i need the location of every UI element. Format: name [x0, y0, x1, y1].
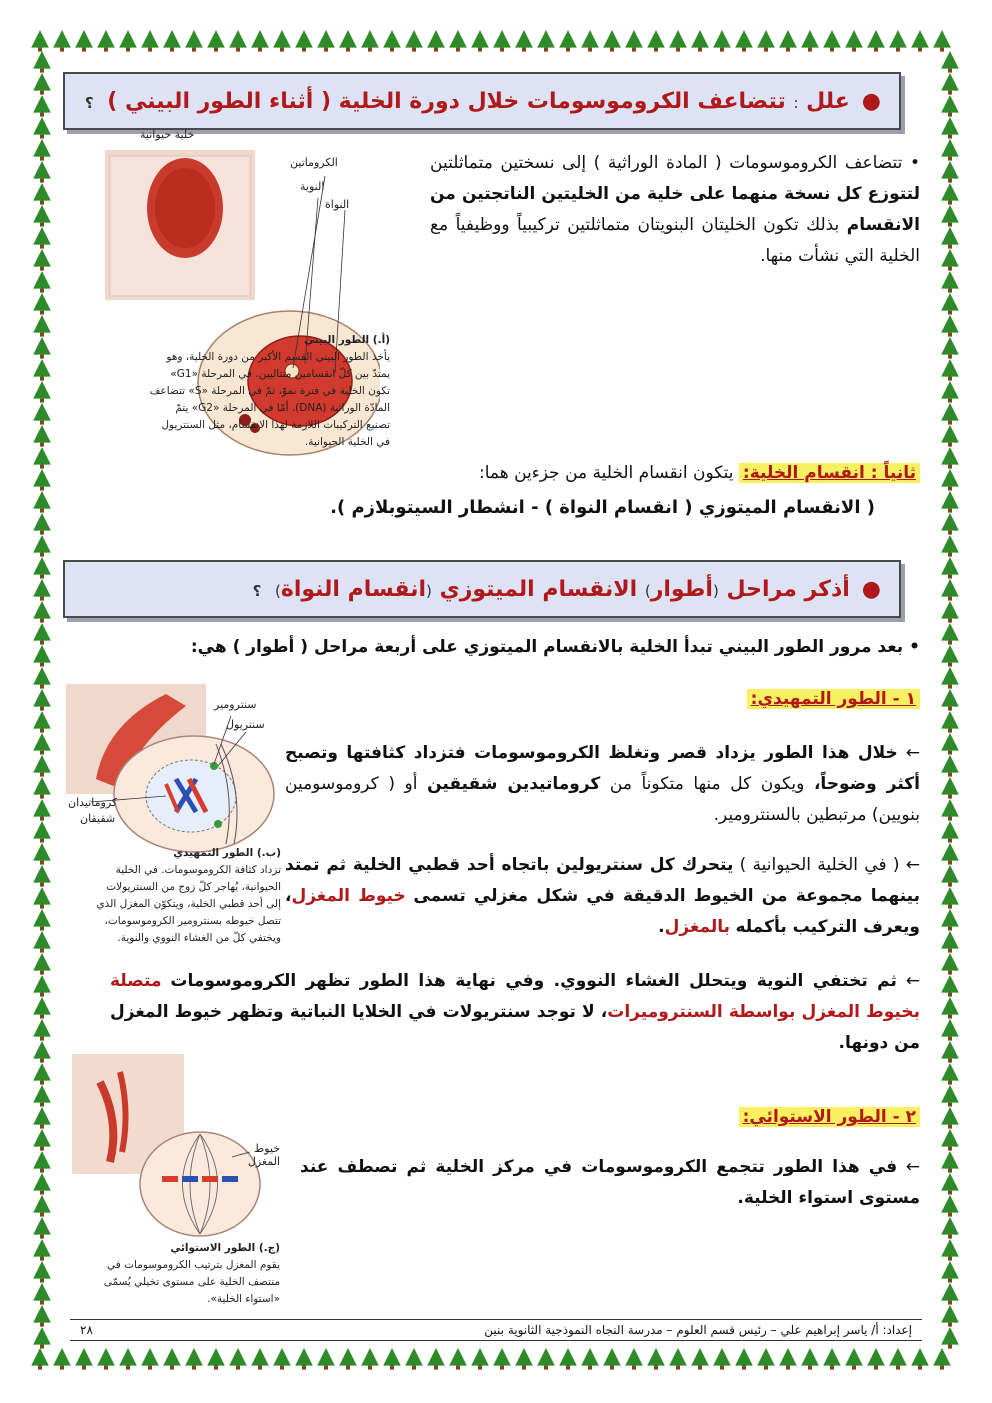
tree-icon [581, 1348, 599, 1370]
tree-icon [515, 30, 533, 52]
tree-icon [295, 1348, 313, 1370]
tree-icon [251, 30, 269, 52]
tree-icon [405, 30, 423, 52]
tree-icon [33, 1063, 51, 1085]
tree-icon [295, 30, 313, 52]
tree-icon [229, 1348, 247, 1370]
tree-icon [941, 1129, 959, 1151]
tree-icon [33, 1305, 51, 1327]
question-1-box [63, 72, 901, 130]
caption-line: يمتدّ بين كلّ انقسامين متتاليين. في المرحلة «G1» [170, 368, 390, 380]
cell-division-parts: ( الانقسام الميتوزي ( انقسام النواة ) - انشطار السيتوبلازم ). [330, 497, 875, 518]
tree-icon [941, 337, 959, 359]
tree-icon [537, 1348, 555, 1370]
tree-icon [941, 117, 959, 139]
metaphase-figure [70, 1052, 280, 1237]
tree-icon [273, 30, 291, 52]
tree-icon [33, 1195, 51, 1217]
tree-icon [735, 30, 753, 52]
tree-icon [889, 1348, 907, 1370]
tree-icon [75, 1348, 93, 1370]
tree-icon [515, 1348, 533, 1370]
tree-icon [941, 997, 959, 1019]
label-chromatids: كروماتيدان [68, 796, 118, 809]
tree-icon [339, 1348, 357, 1370]
tree-icon [941, 1239, 959, 1261]
tree-icon [97, 30, 115, 52]
tree-icon [691, 30, 709, 52]
tree-icon [33, 117, 51, 139]
tree-icon [493, 1348, 511, 1370]
bullet-icon: • [909, 153, 920, 173]
point-text: كروماتيدين شقيقين [427, 774, 601, 794]
tree-icon [801, 30, 819, 52]
tree-icon [559, 1348, 577, 1370]
left-tree-border [28, 28, 56, 1374]
tree-icon [941, 1151, 959, 1173]
tree-icon [941, 205, 959, 227]
tree-icon [33, 359, 51, 381]
tree-icon [33, 579, 51, 601]
caption-title: (أ.) الطور البيني [304, 334, 390, 346]
tree-icon [273, 1348, 291, 1370]
tree-icon [941, 1195, 959, 1217]
tree-icon [33, 1085, 51, 1107]
point-text: ، لا توجد سنتريولات في الخلايا النباتية وتظهر خيوط المغزل من دونها. [110, 1002, 920, 1053]
tree-icon [471, 1348, 489, 1370]
tree-icon [941, 711, 959, 733]
tree-icon [941, 1085, 959, 1107]
tree-icon [33, 557, 51, 579]
tree-icon [941, 667, 959, 689]
tree-icon [33, 491, 51, 513]
tree-icon [33, 997, 51, 1019]
tree-icon [845, 1348, 863, 1370]
tree-icon [911, 1348, 929, 1370]
tree-icon [941, 161, 959, 183]
tree-icon [33, 1217, 51, 1239]
tree-icon [691, 1348, 709, 1370]
tree-icon [33, 1107, 51, 1129]
tree-icon [33, 887, 51, 909]
tree-icon [669, 1348, 687, 1370]
tree-icon [33, 821, 51, 843]
caption-line: في الخلية الحيوانية. [304, 436, 390, 448]
tree-icon [603, 30, 621, 52]
tree-icon [33, 1173, 51, 1195]
cell-division-heading [70, 458, 920, 489]
tree-icon [33, 777, 51, 799]
tree-icon [33, 381, 51, 403]
intro-text: بعد مرور الطور البيني تبدأ الخلية بالانقسام الميتوزي على أربعة مراحل ( أطوار ) هي: [190, 637, 904, 657]
tree-icon [911, 30, 929, 52]
caption-line: منتصف الخلية على مستوى تخيلي يُسمّى [103, 1276, 280, 1288]
tree-icon [779, 30, 797, 52]
label-sisters: شقيقان [80, 812, 116, 825]
tree-icon [33, 139, 51, 161]
caption-line: تزداد كثافة الكروموسومات. في الخلية [115, 864, 281, 876]
caption-line: الحيوانية، يُهاجر كلّ زوج من السنتريولات [106, 881, 281, 893]
tree-icon [941, 315, 959, 337]
prophase-heading [500, 684, 920, 715]
tree-icon [647, 1348, 665, 1370]
figure-1-top-label: خلية حيوانية [140, 128, 195, 141]
point-text: يتحرك كل سنتريولين باتجاه أحد قطبي الخلية ثم تمتد بينهما مجموعة من الخيوط الدقيقة في شكل مغزلي تسمى [285, 855, 921, 906]
tree-icon [33, 425, 51, 447]
tree-icon [941, 1041, 959, 1063]
tree-icon [941, 975, 959, 997]
arrow-icon: ← [905, 743, 920, 763]
label-centromere: سنترومير [214, 698, 257, 711]
tree-icon [941, 777, 959, 799]
tree-icon [163, 30, 181, 52]
section-heading: ثانياً : انقسام الخلية: [739, 463, 920, 483]
metaphase-point [300, 1152, 920, 1214]
question-2-text: أذكر مراحل (أطوار) الانقسام الميتوزي (انقسام النواة) ؟ [252, 576, 850, 602]
point-text: ( في الخلية الحيوانية ) [739, 855, 900, 875]
point-text: في هذا الطور تتجمع الكروموسومات في مركز الخلية ثم تصطف عند مستوى استواء الخلية. [300, 1157, 920, 1208]
tree-icon [317, 30, 335, 52]
label-centriole: سنتريول [226, 718, 265, 731]
tree-icon [537, 30, 555, 52]
tree-icon [941, 51, 959, 73]
tree-icon [941, 689, 959, 711]
tree-icon [449, 1348, 467, 1370]
tree-icon [33, 513, 51, 535]
tree-icon [779, 1348, 797, 1370]
tree-icon [647, 30, 665, 52]
tree-icon [405, 1348, 423, 1370]
phase-heading: ١ - الطور التمهيدي: [747, 689, 920, 709]
tree-icon [941, 1063, 959, 1085]
tree-icon [941, 359, 959, 381]
caption-line: إلى أحد قطبي الخلية، ويتكوّن المغزل الذي [96, 898, 281, 910]
tree-icon [33, 535, 51, 557]
tree-icon [427, 30, 445, 52]
tree-icon [33, 953, 51, 975]
caption-title: (ب.) الطور التمهيدي [173, 847, 281, 859]
tree-icon [33, 183, 51, 205]
label-nucleus: النواة [325, 198, 350, 211]
tree-icon [941, 73, 959, 95]
caption-line: تصنيع التركيبات اللازمة لهذا الانقسام، مثل السنتريول [161, 419, 390, 431]
tree-icon [33, 909, 51, 931]
tree-icon [941, 1327, 959, 1349]
bullet-icon: ● [861, 88, 881, 114]
tree-icon [207, 1348, 225, 1370]
tree-icon [941, 645, 959, 667]
tree-icon [941, 1283, 959, 1305]
prophase-point-2 [285, 850, 920, 943]
tree-icon [625, 30, 643, 52]
tree-icon [33, 249, 51, 271]
tree-icon [941, 843, 959, 865]
tree-icon [941, 931, 959, 953]
tree-icon [33, 689, 51, 711]
page-number: ٢٨ [80, 1323, 93, 1337]
tree-icon [33, 1041, 51, 1063]
tree-icon [141, 30, 159, 52]
tree-icon [33, 755, 51, 777]
tree-icon [119, 30, 137, 52]
tree-icon [941, 755, 959, 777]
tree-icon [163, 1348, 181, 1370]
label-chromatin: الكروماتين [290, 156, 338, 169]
arrow-icon: ← [905, 855, 921, 875]
tree-icon [33, 645, 51, 667]
section-text: يتكون انقسام الخلية من جزءين هما: [479, 463, 734, 483]
phase-heading: ٢ - الطور الاستوائي: [739, 1107, 920, 1127]
tree-icon [33, 667, 51, 689]
tree-icon [251, 1348, 269, 1370]
tree-icon [33, 975, 51, 997]
caption-line: المادّة الوراثية (DNA). أمّا في المرحلة «G2» يتمّ [175, 402, 390, 414]
tree-icon [823, 1348, 841, 1370]
tree-icon [75, 30, 93, 52]
tree-icon [889, 30, 907, 52]
tree-icon [823, 30, 841, 52]
tree-icon [941, 865, 959, 887]
tree-icon [941, 227, 959, 249]
tree-icon [185, 1348, 203, 1370]
tree-icon [33, 51, 51, 73]
caption-line: «استواء الخلية». [207, 1293, 280, 1305]
tree-icon [941, 425, 959, 447]
tree-icon [941, 1217, 959, 1239]
prophase-point-3 [110, 966, 920, 1059]
tree-icon [33, 1019, 51, 1041]
tree-icon [941, 535, 959, 557]
tree-icon [449, 30, 467, 52]
tree-icon [941, 1261, 959, 1283]
tree-icon [941, 579, 959, 601]
right-tree-border [936, 28, 964, 1374]
point-red-text: خيوط المغزل [291, 886, 406, 906]
tree-icon [33, 337, 51, 359]
tree-icon [33, 865, 51, 887]
tree-icon [33, 733, 51, 755]
arrow-icon: ← [905, 1157, 920, 1177]
tree-icon [941, 1019, 959, 1041]
tree-icon [941, 249, 959, 271]
bullet-icon: ● [861, 576, 881, 602]
page-footer [70, 1319, 922, 1341]
point-text: . [658, 917, 665, 937]
tree-icon [33, 293, 51, 315]
tree-icon [941, 183, 959, 205]
tree-icon [33, 403, 51, 425]
tree-icon [141, 1348, 159, 1370]
tree-icon [427, 1348, 445, 1370]
tree-icon [361, 1348, 379, 1370]
point-text: . وفي نهاية هذا الطور تظهر الكروموسومات [170, 971, 561, 991]
tree-icon [941, 909, 959, 931]
tree-icon [735, 1348, 753, 1370]
tree-icon [33, 205, 51, 227]
tree-icon [941, 95, 959, 117]
tree-icon [941, 601, 959, 623]
tree-icon [941, 953, 959, 975]
tree-icon [383, 30, 401, 52]
tree-icon [33, 799, 51, 821]
footer-credit: إعداد: أ/ ياسر إبراهيم علي – رئيس قسم العلوم – مدرسة النجاه النموذجية الثانوية بنين [484, 1323, 912, 1337]
tree-icon [801, 1348, 819, 1370]
point-text: خلال هذا الطور يزداد قصر وتغلظ الكروموسومات فتزداد كثافتها وتصبح أكثر وضوحاً، [285, 743, 921, 794]
tree-icon [941, 821, 959, 843]
metaphase-heading [500, 1102, 920, 1133]
point-text: ويكون كل منها متكوناً من [609, 774, 805, 794]
tree-icon [33, 1261, 51, 1283]
tree-icon [229, 30, 247, 52]
tree-icon [941, 799, 959, 821]
tree-icon [33, 469, 51, 491]
tree-icon [185, 30, 203, 52]
tree-icon [713, 1348, 731, 1370]
point-red-text: متصلة بخيوط المغزل بواسطة السنتروميرات [110, 971, 921, 1022]
answer-text: تتضاعف الكروموسومات ( المادة الوراثية ) إلى نسختين متماثلتين [430, 153, 903, 173]
caption-line: يأخذ الطور البيني القسم الأكبر من دورة الخلية، وهو [166, 351, 390, 363]
tree-icon [33, 1239, 51, 1261]
tree-icon [867, 1348, 885, 1370]
tree-icon [941, 447, 959, 469]
tree-icon [33, 1151, 51, 1173]
tree-icon [33, 447, 51, 469]
tree-icon [361, 30, 379, 52]
tree-icon [603, 1348, 621, 1370]
tree-icon [33, 711, 51, 733]
tree-icon [33, 623, 51, 645]
tree-icon [941, 887, 959, 909]
question-1-text: علل : تتضاعف الكروموسومات خلال دورة الخلية ( أثناء الطور البيني ) ؟ [84, 88, 850, 114]
caption-line: يقوم المغزل بترتيب الكروموسومات في [107, 1259, 280, 1271]
prophase-figure [66, 684, 276, 854]
tree-icon [33, 1129, 51, 1151]
tree-icon [383, 1348, 401, 1370]
tree-icon [471, 30, 489, 52]
prophase-caption [66, 845, 281, 947]
tree-icon [757, 30, 775, 52]
tree-icon [941, 469, 959, 491]
tree-icon [941, 1107, 959, 1129]
answer-text: بذلك تكون الخليتان البنويتان متماثلتين تركيبياً ووظيفياً مع الخلية التي نشأت منها. [430, 215, 920, 266]
tree-icon [119, 1348, 137, 1370]
tree-icon [941, 491, 959, 513]
question-2-box [63, 560, 901, 618]
bottom-tree-border [28, 1346, 964, 1374]
tree-icon [941, 293, 959, 315]
caption-line: تتصل خيوطه بسنترومير الكروموسومات، [104, 915, 281, 927]
tree-icon [625, 1348, 643, 1370]
tree-icon [845, 30, 863, 52]
tree-icon [317, 1348, 335, 1370]
tree-icon [669, 30, 687, 52]
tree-icon [33, 73, 51, 95]
metaphase-caption [70, 1240, 280, 1308]
point-text: ، ويعرف التركيب بأكمله [285, 886, 920, 937]
tree-icon [941, 381, 959, 403]
tree-icon [559, 30, 577, 52]
tree-icon [757, 1348, 775, 1370]
tree-icon [33, 227, 51, 249]
point-text: أو ( كروموسومين بنويين) مرتبطين بالسنترومير. [285, 774, 920, 825]
interphase-caption [100, 332, 390, 451]
tree-icon [493, 30, 511, 52]
tree-icon [33, 843, 51, 865]
label-spindle: خيوط المغزل [247, 1142, 280, 1168]
arrow-icon: ← [905, 971, 920, 991]
tree-icon [867, 30, 885, 52]
tree-icon [339, 30, 357, 52]
caption-line: ويختفي كلّ من الغشاء النووي والنوية. [117, 932, 281, 944]
top-tree-border [28, 28, 964, 56]
tree-icon [33, 1283, 51, 1305]
point-red-text: بالمغزل [664, 917, 731, 937]
tree-icon [941, 1305, 959, 1327]
prophase-point-1 [285, 738, 920, 831]
tree-icon [941, 1173, 959, 1195]
tree-icon [207, 30, 225, 52]
tree-icon [941, 733, 959, 755]
tree-icon [33, 95, 51, 117]
tree-icon [941, 403, 959, 425]
tree-icon [941, 271, 959, 293]
tree-icon [941, 557, 959, 579]
tree-icon [33, 161, 51, 183]
tree-icon [941, 513, 959, 535]
tree-icon [97, 1348, 115, 1370]
tree-icon [33, 931, 51, 953]
caption-line: تكون الخلية في فترة نموّ، ثمّ في المرحلة «S» تتضاعف [149, 385, 390, 397]
tree-icon [941, 139, 959, 161]
caption-title: (ج.) الطور الاستوائي [170, 1242, 280, 1254]
tree-icon [33, 271, 51, 293]
tree-icon [33, 1327, 51, 1349]
tree-icon [941, 623, 959, 645]
answer-bold-text: لتتوزع كل نسخة منهما على خلية من الخليتين الناتجتين من الانقسام [430, 184, 920, 235]
bullet-icon: • [909, 637, 920, 657]
tree-icon [33, 315, 51, 337]
label-nucleolus: النوية [300, 180, 325, 193]
point-text: ثم تختفي النوية ويتحلل الغشاء النووي [560, 971, 897, 991]
tree-icon [713, 30, 731, 52]
tree-icon [33, 601, 51, 623]
tree-icon [581, 30, 599, 52]
interphase-answer [430, 148, 920, 272]
mitosis-intro [90, 632, 920, 663]
